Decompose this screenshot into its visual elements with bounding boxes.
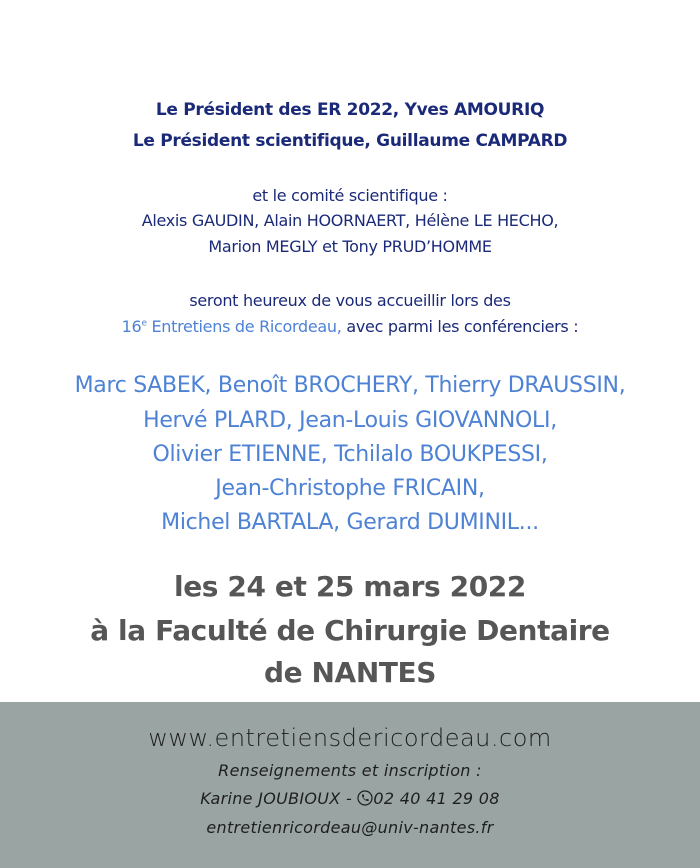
invitation-text: seront heureux de vous accueillir lors des: [189, 291, 511, 310]
edition-suffix: e: [141, 318, 147, 329]
speakers-intro: avec parmi les conférenciers :: [341, 317, 579, 336]
committee-members-2: Marion MEGLY et Tony PRUD’HOMME: [208, 237, 492, 256]
event-place-1: à la Faculté de Chirurgie Dentaire: [90, 614, 610, 647]
invitation-event-line: [0, 317, 700, 336]
event-dates: les 24 et 25 mars 2022: [174, 570, 526, 603]
info-label: Renseignements et inscription :: [218, 761, 482, 780]
speakers-line-1: Marc SABEK, Benoît BROCHERY, Thierry DRAUSSIN,: [74, 373, 626, 398]
event-name: Entretiens de Ricordeau,: [146, 317, 342, 336]
contact-footer: [0, 702, 700, 868]
phone-icon: [357, 790, 373, 806]
event-place-2: de NANTES: [263, 656, 437, 689]
speakers-line-4: Jean-Christophe FRICAIN,: [215, 476, 485, 501]
phone-number[interactable]: 02 40 41 29 08: [373, 789, 500, 808]
speakers-line-3: Olivier ETIENNE, Tchilalo BOUKPESSI,: [152, 442, 548, 467]
committee-members-1: Alexis GAUDIN, Alain HOORNAERT, Hélène LE HECHO,: [141, 211, 559, 230]
website-link[interactable]: www.entretiensdericordeau.com: [148, 724, 552, 752]
speakers-line-5: Michel BARTALA, Gerard DUMINIL...: [161, 510, 539, 535]
contact-name: Karine JOUBIOUX -: [200, 789, 358, 808]
email-link[interactable]: entretienricordeau@univ-nantes.fr: [206, 818, 494, 837]
contact-line: [0, 789, 700, 808]
committee-intro: et le comité scientifique :: [252, 186, 448, 205]
president-scientific: Le Président scientifique, Guillaume CAMPARD: [132, 131, 568, 151]
speakers-line-2: Hervé PLARD, Jean-Louis GIOVANNOLI,: [143, 408, 557, 433]
president-er: Le Président des ER 2022, Yves AMOURIQ: [155, 100, 545, 120]
edition-number: 16: [121, 317, 142, 336]
